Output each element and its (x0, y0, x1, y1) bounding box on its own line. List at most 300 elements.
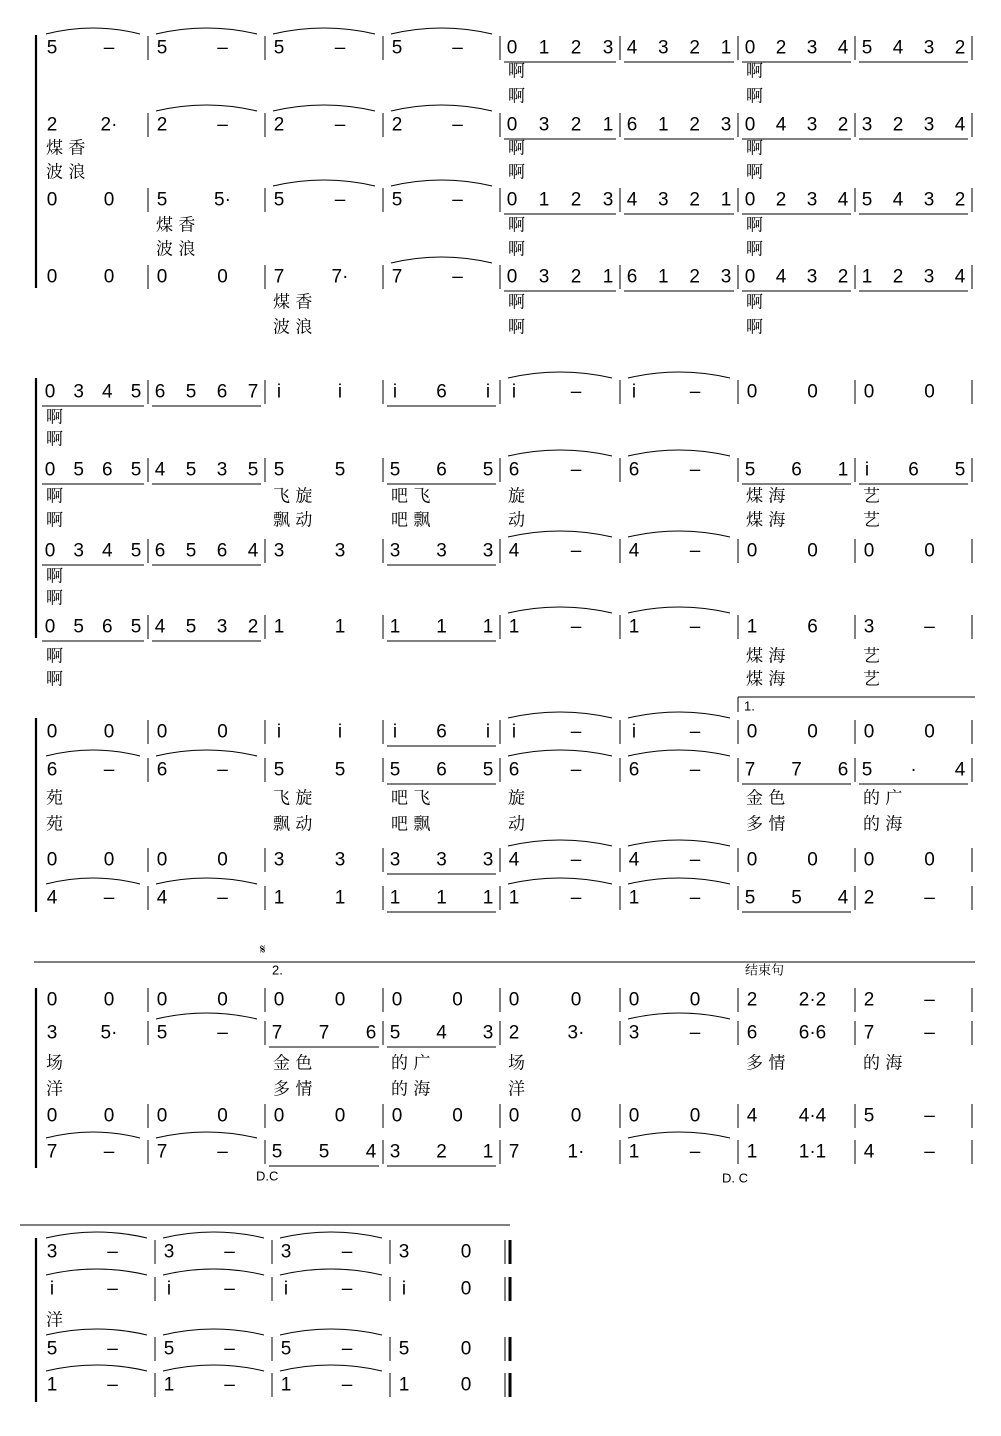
note: i (283, 1278, 289, 1300)
note: 6 (626, 114, 638, 136)
note: 0 (460, 1338, 472, 1360)
note: 2 (570, 266, 582, 288)
note: 0 (744, 37, 756, 59)
note: 2 (570, 37, 582, 59)
note: 2 (46, 114, 58, 136)
note: i (276, 721, 282, 743)
note: 3 (46, 1241, 58, 1263)
note: – (341, 1338, 353, 1360)
lyric-text: 啊 (46, 588, 63, 609)
note: 7 (318, 1022, 330, 1044)
note: 5 (271, 1141, 283, 1163)
note: 0 (217, 721, 228, 743)
note: 3 (389, 849, 401, 871)
note: – (107, 1338, 118, 1360)
note: 0 (689, 1105, 701, 1127)
note: 2 (775, 189, 787, 211)
tie-arc (508, 712, 612, 718)
note: i (631, 381, 637, 403)
tie-arc (628, 840, 730, 846)
note: – (217, 1022, 228, 1044)
note: 0 (273, 1105, 285, 1127)
note: 0 (460, 1278, 472, 1300)
note: 1 (628, 1141, 640, 1163)
note: 6 (436, 759, 447, 781)
lyric-text: 煤 海 (746, 646, 786, 667)
note: 0 (46, 266, 58, 288)
note: 6·6 (798, 1022, 827, 1044)
note: 7 (791, 759, 802, 781)
lyric-text: 动 (508, 510, 525, 531)
note: i (485, 721, 491, 743)
note: 0 (46, 189, 58, 211)
note: – (570, 381, 582, 403)
tie-arc (280, 1329, 382, 1335)
note: 2· (100, 114, 118, 136)
tie-arc (273, 28, 375, 34)
lyric-text: 金 色 (746, 788, 786, 809)
note: 0 (689, 989, 701, 1011)
note: 4 (102, 381, 113, 403)
lyric-text: 的 海 (863, 814, 903, 835)
note: 6 (102, 459, 113, 481)
lyric-text: 波 浪 (156, 239, 196, 260)
note: 3 (923, 266, 935, 288)
note: 1 (602, 266, 614, 288)
note: 0 (156, 721, 168, 743)
note: 3 (602, 189, 614, 211)
note: 1 (720, 37, 732, 59)
tie-arc (156, 750, 257, 756)
note: 5 (130, 381, 142, 403)
lyric-text: 的 广 (863, 788, 903, 809)
note: – (924, 616, 935, 638)
lyric-text: 啊 (46, 510, 63, 531)
note: 6 (628, 759, 640, 781)
tie-arc (628, 1132, 730, 1138)
lyric-text: 啊 (746, 162, 763, 183)
note: 0 (506, 266, 518, 288)
lyric-text: 啊 (746, 86, 763, 107)
tie-arc (628, 878, 730, 884)
note: 7 (46, 1141, 58, 1163)
note: 2 (863, 887, 875, 909)
note: 1 (628, 616, 640, 638)
note: 5 (398, 1338, 410, 1360)
lyric-text: 旋 (508, 788, 525, 809)
note: 0 (807, 721, 818, 743)
lyric-text: 啊 (746, 292, 763, 313)
lyric-text: 多 情 (273, 1079, 313, 1100)
note: 0 (807, 381, 818, 403)
note: – (103, 887, 115, 909)
note: 3 (273, 540, 285, 562)
note: 1 (482, 616, 494, 638)
note: 4·4 (798, 1105, 827, 1127)
note: 2 (892, 266, 904, 288)
tie-arc (508, 372, 612, 378)
note: 7 (863, 1022, 875, 1044)
note: 5 (389, 759, 401, 781)
note: 4 (156, 887, 168, 909)
tie-arc (508, 878, 612, 884)
lyric-text: 旋 (508, 486, 525, 507)
note: 4 (508, 540, 520, 562)
note: – (689, 887, 701, 909)
lyric-text: 啊 (508, 86, 525, 107)
note: 3 (46, 1022, 58, 1044)
note: i (49, 1278, 55, 1300)
note: 2 (689, 37, 700, 59)
lyric-text: 洋 (508, 1079, 525, 1100)
note: 5 (247, 459, 259, 481)
note: 1 (508, 887, 520, 909)
tie-arc (391, 257, 492, 263)
lyric-text: 啊 (46, 566, 63, 587)
note: 5 (791, 887, 802, 909)
note: 0 (460, 1374, 472, 1396)
note: 1 (46, 1374, 58, 1396)
note: 0 (863, 540, 875, 562)
note: 1 (273, 616, 285, 638)
note: 0 (744, 266, 756, 288)
note: 3 (806, 114, 818, 136)
note: 7 (273, 266, 285, 288)
note: 4 (247, 540, 259, 562)
note: – (452, 189, 463, 211)
note: 7· (331, 266, 349, 288)
tie-arc (156, 878, 257, 884)
note: i (392, 381, 398, 403)
note: 3 (163, 1241, 175, 1263)
note: – (224, 1338, 235, 1360)
note: 1 (602, 114, 614, 136)
tie-arc (156, 1132, 257, 1138)
note: 0 (217, 1105, 228, 1127)
note: 5 (273, 459, 285, 481)
note: i (401, 1278, 407, 1300)
lyric-text: 煤 海 (746, 486, 786, 507)
note: 6 (365, 1022, 377, 1044)
tie-arc (163, 1365, 264, 1371)
note: 1 (273, 887, 285, 909)
note: – (452, 114, 463, 136)
note: – (217, 1141, 228, 1163)
note: 4 (892, 37, 904, 59)
note: 3 (436, 540, 447, 562)
tie-arc (391, 28, 492, 34)
tie-arc (280, 1269, 382, 1275)
note: · (910, 759, 917, 781)
note: 0 (334, 1105, 346, 1127)
note: 3 (482, 1022, 494, 1044)
note: 3 (923, 189, 935, 211)
note: 5 (334, 459, 346, 481)
note: 0 (452, 989, 463, 1011)
note: 0 (334, 989, 346, 1011)
note: 2 (273, 114, 285, 136)
note: 0 (44, 459, 56, 481)
lyric-text: 艺 (863, 646, 880, 667)
note: 6 (508, 459, 520, 481)
lyric-text: 洋 (46, 1079, 63, 1100)
note: 6 (837, 759, 849, 781)
note: – (689, 849, 701, 871)
note: – (570, 849, 582, 871)
note: 3· (567, 1022, 585, 1044)
note: 2 (570, 114, 582, 136)
note: 3 (720, 114, 732, 136)
note: – (107, 1278, 118, 1300)
lyric-text: 煤 香 (46, 138, 86, 159)
note: 1 (436, 616, 447, 638)
note: 5 (73, 616, 84, 638)
note: 6 (216, 540, 228, 562)
note: 6 (628, 459, 640, 481)
tie-arc (508, 531, 612, 537)
note: 2 (892, 114, 904, 136)
note: 1· (567, 1141, 585, 1163)
note: 0 (46, 849, 58, 871)
note: 5 (391, 37, 403, 59)
note: – (570, 540, 582, 562)
note: 7 (271, 1022, 283, 1044)
dc-mark: D.C (256, 1168, 279, 1184)
note: 0 (807, 849, 818, 871)
note: i (864, 459, 870, 481)
note: 3 (334, 849, 346, 871)
tie-arc (273, 180, 375, 186)
note: 3 (482, 849, 494, 871)
note: 4 (954, 266, 966, 288)
note: 4 (746, 1105, 758, 1127)
note: – (103, 37, 115, 59)
note: – (924, 887, 935, 909)
note: 4 (863, 1141, 875, 1163)
note: 0 (46, 989, 58, 1011)
note: – (217, 759, 228, 781)
note: – (924, 1022, 935, 1044)
tie-arc (156, 1013, 257, 1019)
lyric-text: 煤 香 (156, 215, 196, 236)
note: 5 (861, 759, 873, 781)
note: 3 (806, 266, 818, 288)
note: – (689, 540, 701, 562)
note: 3 (861, 114, 873, 136)
note: 1 (482, 1141, 494, 1163)
note: 1 (334, 887, 346, 909)
note: 6 (436, 459, 447, 481)
lyric-text: 煤 海 (746, 510, 786, 531)
lyric-text: 啊 (508, 317, 525, 338)
tie-arc (46, 878, 140, 884)
note: 4 (892, 189, 904, 211)
note: 0 (746, 721, 758, 743)
note: 3 (658, 189, 669, 211)
lyric-text: 啊 (746, 215, 763, 236)
note: 4 (436, 1022, 447, 1044)
note: – (924, 1105, 935, 1127)
note: – (334, 189, 346, 211)
note: 5 (130, 616, 142, 638)
note: i (166, 1278, 172, 1300)
note: 6 (807, 616, 818, 638)
lyric-text: 吧 飞 (391, 486, 431, 507)
note: 2 (954, 37, 966, 59)
note: 5 (482, 759, 494, 781)
note: 3 (398, 1241, 410, 1263)
tie-arc (163, 1329, 264, 1335)
lyric-text: 多 情 (746, 1053, 786, 1074)
note: 5 (156, 1022, 168, 1044)
note: – (689, 616, 701, 638)
note: 1 (538, 189, 550, 211)
note: 0 (217, 989, 228, 1011)
tie-arc (628, 1013, 730, 1019)
lyric-text: 啊 (46, 407, 63, 428)
note: 0 (156, 266, 168, 288)
note: 0 (744, 189, 756, 211)
lyric-text: 多 情 (746, 814, 786, 835)
note: – (689, 1141, 701, 1163)
note: 6 (508, 759, 520, 781)
note: 6 (436, 721, 447, 743)
note: – (341, 1374, 353, 1396)
note: 1 (163, 1374, 175, 1396)
note: 2 (775, 37, 787, 59)
lyric-text: 艺 (863, 669, 880, 690)
note: – (103, 1141, 115, 1163)
note: 1 (508, 616, 520, 638)
note: i (337, 381, 343, 403)
note: – (924, 1141, 935, 1163)
note: 0 (628, 1105, 640, 1127)
note: 1 (658, 266, 669, 288)
note: 4 (102, 540, 113, 562)
lyric-text: 啊 (508, 61, 525, 82)
lyric-text: 啊 (746, 239, 763, 260)
note: 0 (46, 721, 58, 743)
lyric-text: 的 海 (391, 1079, 431, 1100)
note: 0 (156, 1105, 168, 1127)
note: – (224, 1278, 235, 1300)
note: 0 (508, 989, 520, 1011)
lyric-text: 啊 (508, 138, 525, 159)
note: 5 (273, 189, 285, 211)
lyric-text: 洋 (46, 1310, 63, 1331)
note: 3 (334, 540, 346, 562)
tie-arc (628, 372, 730, 378)
note: 0 (156, 849, 168, 871)
note: 0 (807, 540, 818, 562)
note: 4 (954, 114, 966, 136)
lyric-text: 啊 (46, 646, 63, 667)
note: 2·2 (798, 989, 827, 1011)
note: 0 (863, 381, 875, 403)
note: – (107, 1374, 118, 1396)
note: 5 (73, 459, 84, 481)
note: 4 (837, 887, 849, 909)
note: 1 (861, 266, 873, 288)
lyric-text: 煤 海 (746, 669, 786, 690)
note: 2 (837, 266, 849, 288)
note: 0 (391, 989, 403, 1011)
note: – (570, 616, 582, 638)
note: 4 (154, 616, 166, 638)
lyric-text: 煤 香 (273, 292, 313, 313)
note: 2 (247, 616, 259, 638)
lyric-text: 啊 (508, 292, 525, 313)
note: 4 (837, 37, 849, 59)
note: 1 (389, 887, 401, 909)
note: 4 (628, 849, 640, 871)
note: 0 (460, 1241, 472, 1263)
note: 0 (570, 989, 582, 1011)
note: 5 (482, 459, 494, 481)
lyric-text: 啊 (508, 162, 525, 183)
note: – (452, 37, 463, 59)
note: 0 (863, 721, 875, 743)
note: – (570, 887, 582, 909)
note: 2 (689, 266, 700, 288)
ending-label: 结束句 (745, 962, 785, 978)
note: 5 (156, 189, 168, 211)
note: 0 (924, 540, 935, 562)
lyric-text: 吧 飘 (391, 814, 431, 835)
note: 0 (103, 266, 115, 288)
note: 0 (273, 989, 285, 1011)
note: 2 (689, 114, 700, 136)
note: 6 (154, 540, 166, 562)
note: 0 (103, 1105, 115, 1127)
note: 3 (863, 616, 875, 638)
tie-arc (508, 750, 612, 756)
note: 2 (436, 1141, 447, 1163)
note: – (334, 37, 346, 59)
lyric-text: 场 (508, 1053, 525, 1074)
tie-arc (628, 607, 730, 613)
note: 0 (746, 381, 758, 403)
tie-arc (628, 750, 730, 756)
tie-arc (46, 28, 140, 34)
note: 1 (720, 189, 732, 211)
tie-arc (508, 450, 612, 456)
note: 0 (506, 189, 518, 211)
tie-arc (508, 840, 612, 846)
lyric-text: 苑 (46, 788, 63, 809)
tie-arc (46, 1365, 147, 1371)
note: 0 (924, 381, 935, 403)
lyric-text: 的 广 (391, 1053, 431, 1074)
note: 7 (247, 381, 259, 403)
note: – (570, 459, 582, 481)
note: 5 (156, 37, 168, 59)
note: 1 (538, 37, 550, 59)
tie-arc (46, 1232, 147, 1238)
note: – (224, 1374, 235, 1396)
tie-arc (508, 607, 612, 613)
lyric-text: 啊 (746, 61, 763, 82)
note: 5 (318, 1141, 330, 1163)
note: 5 (861, 37, 873, 59)
note: 5 (185, 381, 197, 403)
note: 3 (482, 540, 494, 562)
note: 4 (626, 37, 638, 59)
note: 5 (46, 37, 58, 59)
note: – (107, 1241, 118, 1263)
note: 7 (744, 759, 756, 781)
note: 3 (73, 540, 84, 562)
